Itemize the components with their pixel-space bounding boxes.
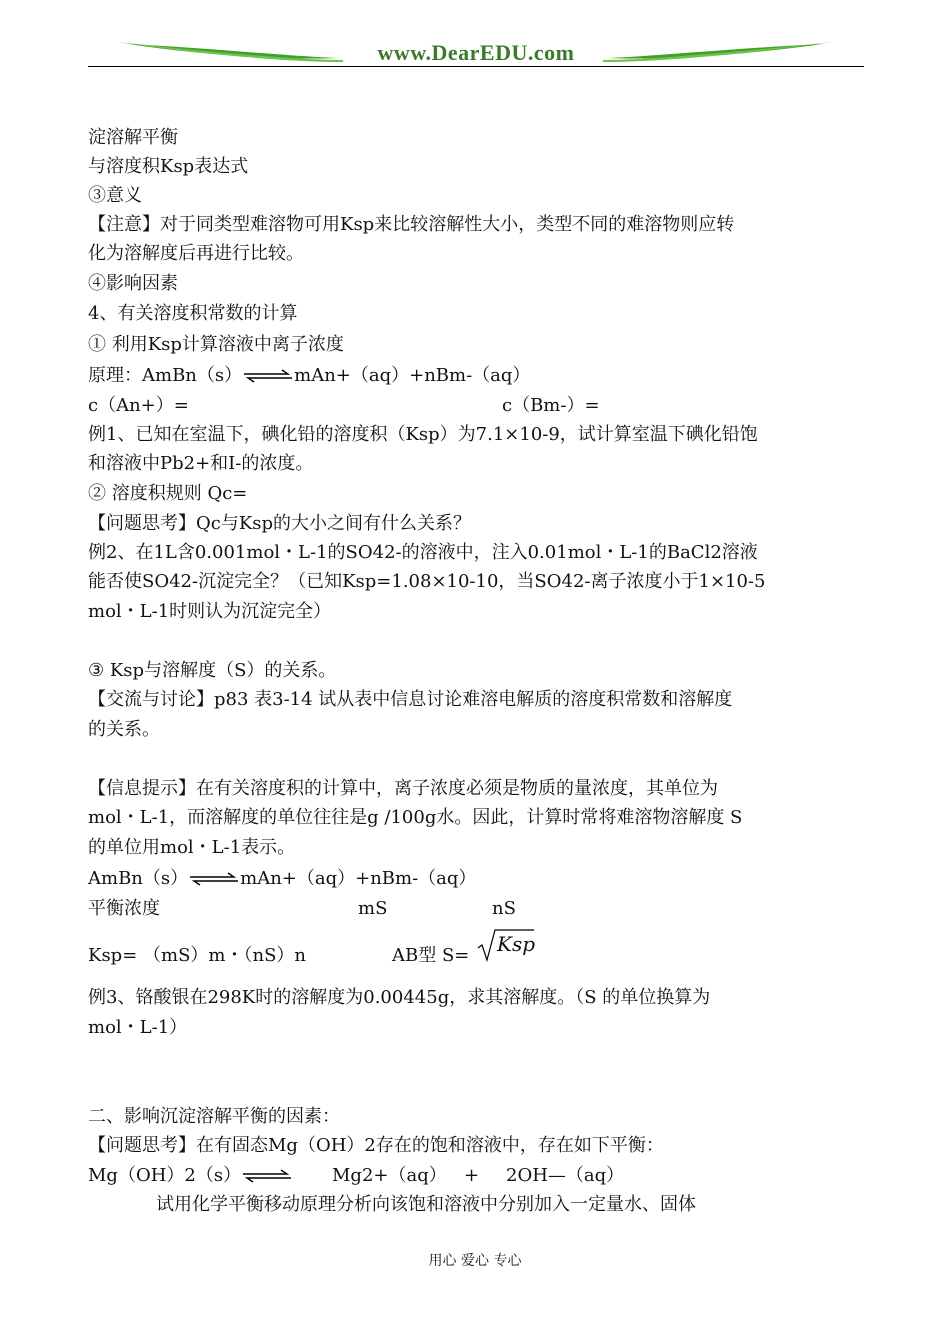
equilibrium-arrow-icon xyxy=(188,872,240,886)
text-line: AB型 S= xyxy=(392,945,470,966)
concentration-b: c（Bm-）= xyxy=(502,395,600,416)
reactant: Mg（OH）2（s） xyxy=(88,1165,242,1186)
text-line: 淀溶解平衡 xyxy=(88,127,178,148)
text-line: 化为溶解度后再进行比较。 xyxy=(88,243,304,264)
sqrt-radicand: Ksp xyxy=(497,932,536,956)
text-line: mol・L-1，而溶解度的单位往往是g /100g水。因此，计算时常将难溶物溶解度 S xyxy=(88,807,743,828)
text-line: 平衡浓度 xyxy=(88,898,160,919)
text-line: 例3、铬酸银在298K时的溶解度为0.00445g，求其溶解度。（S 的单位换算为 xyxy=(88,987,711,1008)
reactant: AmBn（s） xyxy=(88,868,189,889)
text-line: 与溶度积Ksp表达式 xyxy=(88,156,249,177)
text-line: 例1、已知在室温下，碘化铅的溶度积（Ksp）为7.1×10-9，试计算室温下碘化铅饱 xyxy=(88,424,758,445)
products: mAn+（aq）+nBm-（aq） xyxy=(294,365,531,386)
site-logo: www.DearEDU.com xyxy=(377,40,575,65)
text-line: mS xyxy=(358,898,388,919)
concentration-a: c（An+）= xyxy=(88,395,189,416)
product-ion: Mg2+（aq） xyxy=(332,1165,447,1186)
text-line: ③ Ksp与溶解度（S）的关系。 xyxy=(88,660,337,681)
text-line: 能否使SO42-沉淀完全？（已知Ksp=1.08×10-10，当SO42-离子浓度小于1×10-5 xyxy=(88,571,766,592)
text-line: ③意义 xyxy=(88,185,142,206)
equation-line xyxy=(88,1164,293,1188)
text-line: 【信息提示】在有关溶度积的计算中，离子浓度必须是物质的量浓度，其单位为 xyxy=(88,778,718,799)
text-line: 4、有关溶度积常数的计算 xyxy=(88,303,298,324)
text-line: 的单位用mol・L-1表示。 xyxy=(88,837,296,858)
page-footer: 用心 爱心 专心 xyxy=(428,1253,522,1269)
text-line: 【交流与讨论】p83 表3-14 试从表中信息讨论难溶电解质的溶度积常数和溶解度 xyxy=(88,689,733,710)
text-line: 【问题思考】在有固态Mg（OH）2存在的饱和溶液中，存在如下平衡： xyxy=(88,1135,664,1156)
text-line: ① 利用Ksp计算溶液中离子浓度 xyxy=(88,334,344,355)
text-line: 试用化学平衡移动原理分析向该饱和溶液中分别加入一定量水、固体 xyxy=(156,1194,696,1215)
product-ion: 2OH—（aq） xyxy=(506,1165,625,1186)
equilibrium-arrow-icon xyxy=(242,369,294,383)
text-line: 和溶液中Pb2+和I-的浓度。 xyxy=(88,453,314,474)
concentration-line xyxy=(88,394,189,418)
section-heading: 二、影响沉淀溶解平衡的因素： xyxy=(88,1106,340,1127)
equilibrium-arrow-icon xyxy=(241,1169,293,1183)
reactant: 原理：AmBn（s） xyxy=(88,365,243,386)
text-line: 例2、在1L含0.001mol・L-1的SO42-的溶液中，注入0.01mol・L-1的BaCl2溶液 xyxy=(88,542,758,563)
plus-sign: + xyxy=(464,1165,480,1186)
header-rule xyxy=(88,66,864,67)
text-line: nS xyxy=(492,898,516,919)
text-line: ④影响因素 xyxy=(88,273,178,294)
equation-line xyxy=(88,867,476,891)
page-header xyxy=(88,34,864,74)
text-line: ② 溶度积规则 Qc= xyxy=(88,483,248,504)
text-line: mol・L-1） xyxy=(88,1017,188,1038)
text-line: Ksp= （mS）m・（nS）n xyxy=(88,945,306,966)
products: mAn+（aq）+nBm-（aq） xyxy=(240,868,477,889)
text-line: 的关系。 xyxy=(88,719,160,740)
equation-line xyxy=(88,364,530,388)
text-line: 【注意】对于同类型难溶物可用Ksp来比较溶解性大小，类型不同的难溶物则应转 xyxy=(88,214,735,235)
text-line: 【问题思考】Qc与Ksp的大小之间有什么关系？ xyxy=(88,513,472,534)
text-line: mol・L-1时则认为沉淀完全） xyxy=(88,601,332,622)
